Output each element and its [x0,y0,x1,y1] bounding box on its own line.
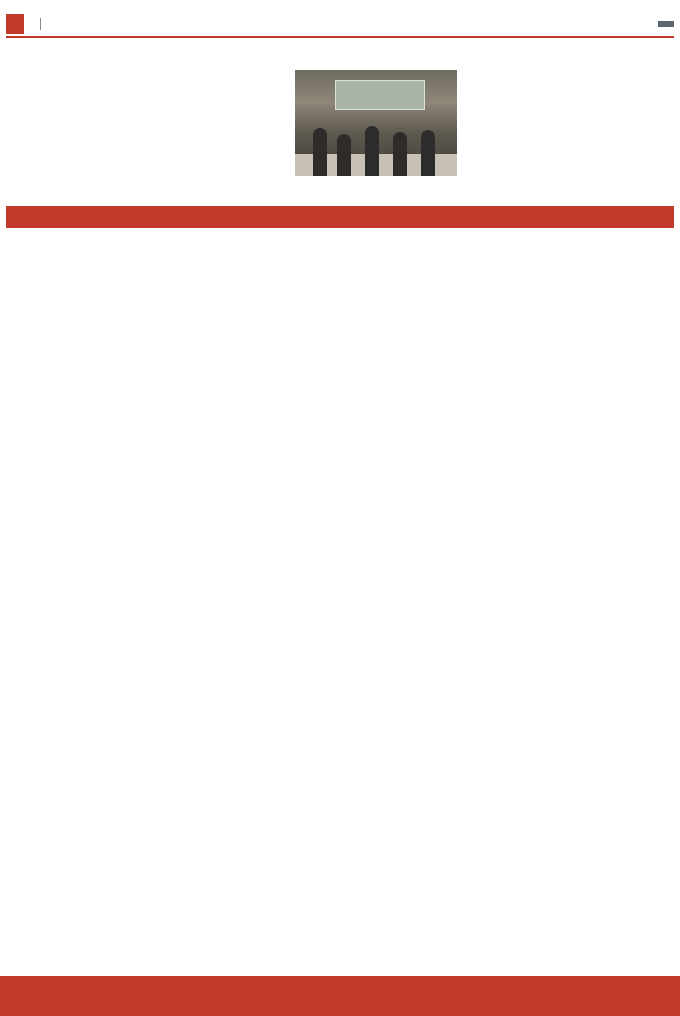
imprint-footer [0,976,680,1016]
photo-backdrop-banner [335,80,425,110]
masthead-divider [40,18,41,30]
photo-person [365,126,379,176]
photo-person [421,130,435,176]
masthead [6,14,674,34]
continued-stories [6,234,674,954]
continue-banner [6,206,674,228]
masthead-rule [6,36,674,38]
photo-person [337,134,351,176]
photo-person [313,128,327,176]
page-number [6,14,24,34]
news-photo [295,70,457,176]
photo-person [393,132,407,176]
section-tag [658,21,674,27]
